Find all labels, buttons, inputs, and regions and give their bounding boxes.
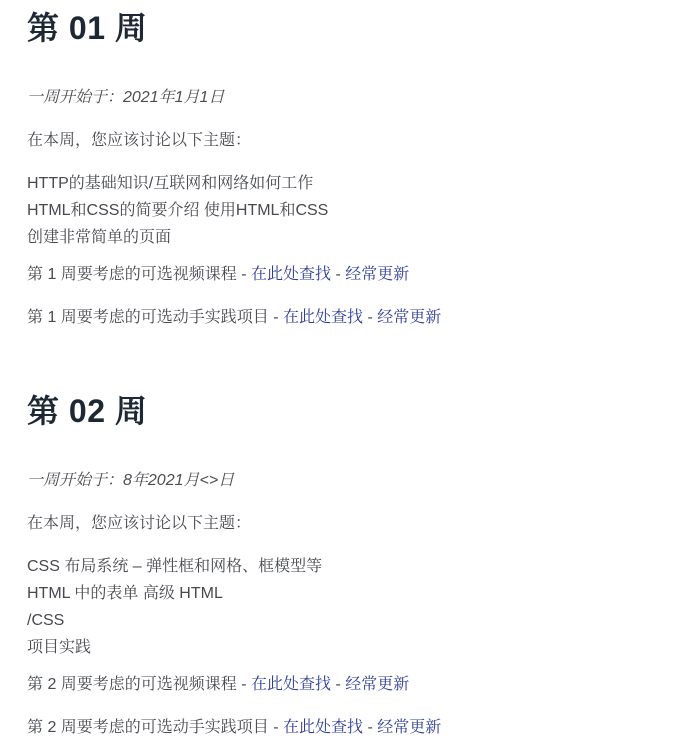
separator-dash: - — [363, 719, 378, 736]
week-2-video-resource-line — [27, 671, 658, 698]
find-here-link[interactable]: 在此处查找 — [251, 676, 332, 693]
topic-line: 项目实践 — [27, 639, 92, 656]
separator-dash: - — [331, 266, 346, 283]
topic-line: HTML和CSS的简要介绍 使用HTML和CSS — [27, 202, 329, 219]
find-here-link[interactable]: 在此处查找 — [251, 266, 332, 283]
resource-label: 第 2 周要考虑的可选视频课程 - — [27, 676, 252, 693]
week-1-video-resource-line — [27, 261, 658, 288]
week-2-project-resource-line — [27, 714, 658, 741]
find-here-link[interactable]: 在此处查找 — [283, 719, 364, 736]
resource-label: 第 2 周要考虑的可选动手实践项目 - — [27, 719, 284, 736]
week-2-section — [27, 391, 658, 741]
course-schedule-document — [0, 8, 678, 741]
frequently-updated-link[interactable]: 经常更新 — [345, 266, 410, 283]
week-1-start-date: 一周开始于：2021年1月1日 — [27, 89, 225, 106]
find-here-link[interactable]: 在此处查找 — [283, 309, 364, 326]
separator-dash: - — [363, 309, 378, 326]
week-1-topics — [27, 170, 658, 251]
week-2-start-date: 一周开始于：8年2021月<>日 — [27, 472, 235, 489]
week-1-intro: 在本周，您应该讨论以下主题： — [27, 132, 252, 149]
week-1-project-resource-line — [27, 304, 658, 331]
topic-line: 创建非常简单的页面 — [27, 229, 172, 246]
week-2-topics — [27, 553, 658, 661]
week-1-heading: 第 01 周 — [27, 10, 148, 46]
topic-line: CSS 布局系统 – 弹性框和网格、框模型等 — [27, 558, 323, 575]
separator-dash: - — [331, 676, 346, 693]
resource-label: 第 1 周要考虑的可选动手实践项目 - — [27, 309, 284, 326]
frequently-updated-link[interactable]: 经常更新 — [377, 309, 442, 326]
resource-label: 第 1 周要考虑的可选视频课程 - — [27, 266, 252, 283]
topic-line: HTML 中的表单 高级 HTML — [27, 585, 223, 602]
week-2-intro: 在本周，您应该讨论以下主题： — [27, 515, 252, 532]
frequently-updated-link[interactable]: 经常更新 — [345, 676, 410, 693]
frequently-updated-link[interactable]: 经常更新 — [377, 719, 442, 736]
week-1-section — [27, 8, 658, 331]
topic-line: HTTP的基础知识/互联网和网络如何工作 — [27, 175, 314, 192]
topic-line: /CSS — [27, 612, 65, 629]
week-2-heading: 第 02 周 — [27, 393, 148, 429]
